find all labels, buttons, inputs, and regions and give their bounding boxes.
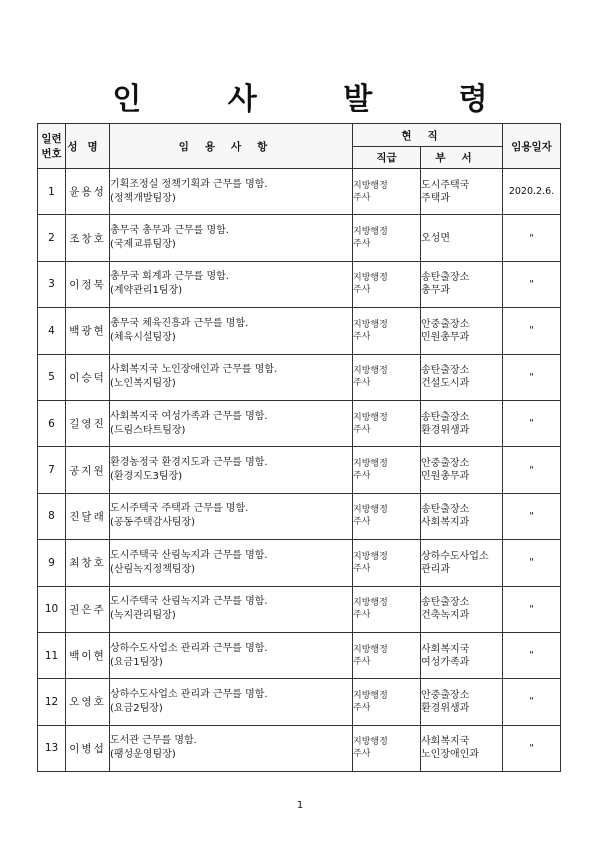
row-number: 13	[38, 725, 66, 771]
row-rank	[353, 447, 421, 493]
row-person-name: 조창호	[66, 215, 110, 261]
table-row	[38, 169, 561, 215]
row-duty	[110, 261, 353, 307]
row-dept	[421, 169, 503, 215]
row-rank	[353, 540, 421, 586]
page-number: 1	[296, 800, 304, 811]
row-duty-team: (요금1팀장)	[110, 656, 163, 668]
row-dept	[421, 261, 503, 307]
row-duty-assignment: 환경농정국 환경지도과 근무를 명함.	[110, 457, 268, 469]
row-duty-assignment: 사회복지국 노인장애인과 근무를 명함.	[110, 364, 278, 376]
row-number: 11	[38, 632, 66, 678]
row-dept-line1: 송탄출장소	[421, 411, 470, 423]
header-serial-line1: 일련	[41, 133, 62, 145]
row-person-name: 이승덕	[66, 354, 110, 400]
page-title: 인 사 발 령	[112, 82, 526, 117]
row-duty-team: (체육시설팀장)	[110, 331, 176, 343]
row-duty-team: (계약관리1팀장)	[110, 285, 183, 297]
row-duty	[110, 354, 353, 400]
row-duty-assignment: 도시주택국 산림녹지과 근무를 명함.	[110, 596, 268, 608]
row-dept	[421, 725, 503, 771]
row-rank	[353, 725, 421, 771]
row-person-name: 공지원	[66, 447, 110, 493]
row-rank	[353, 400, 421, 446]
row-dept	[421, 215, 503, 261]
row-rank-line2: 주사	[353, 749, 371, 760]
row-rank-line2: 주사	[353, 517, 371, 528]
row-person-name: 진달래	[66, 493, 110, 539]
table-row	[38, 354, 561, 400]
row-rank-line2: 주사	[353, 471, 371, 482]
row-dept-line2: 노인장애인과	[421, 749, 479, 761]
row-rank-line1: 지방행정	[353, 690, 388, 701]
row-duty-team: (녹지관리팀장)	[110, 610, 176, 622]
row-dept	[421, 493, 503, 539]
row-duty-assignment: 기획조정실 정책기획과 근무를 명함.	[110, 178, 268, 190]
row-dept-line1: 도시주택국	[421, 179, 470, 191]
row-duty-team: (산림녹지정책팀장)	[110, 563, 196, 575]
row-rank-line1: 지방행정	[353, 459, 388, 470]
header-row	[38, 124, 561, 147]
row-dept-line1: 송탄출장소	[421, 504, 470, 516]
row-duty	[110, 447, 353, 493]
row-duty-assignment: 도시주택국 산림녹지과 근무를 명함.	[110, 549, 268, 561]
row-dept-line1: 송탄출장소	[421, 597, 470, 609]
row-duty-assignment: 총무국 총무과 근무를 명함.	[110, 225, 229, 237]
row-appointment-date: "	[503, 261, 561, 307]
table-row	[38, 540, 561, 586]
row-duty	[110, 725, 353, 771]
row-appointment-date: "	[503, 447, 561, 493]
row-person-name: 권은주	[66, 586, 110, 632]
header-current: 현직	[353, 124, 503, 147]
row-duty-team: (공동주택감사팀장)	[110, 517, 196, 529]
row-number: 8	[38, 493, 66, 539]
row-dept-line1: 송탄출장소	[421, 365, 470, 377]
row-person-name: 이정묵	[66, 261, 110, 307]
row-appointment-date: 2020.2.6.	[503, 169, 561, 215]
row-duty-assignment: 상하수도사업소 관리과 근무를 명함.	[110, 688, 268, 700]
row-duty-team: (노인복지팀장)	[110, 378, 176, 390]
row-dept-line2: 환경위생과	[421, 702, 470, 714]
row-number: 4	[38, 308, 66, 354]
row-dept-line1: 안중출장소	[421, 458, 470, 470]
row-appointment-date: "	[503, 308, 561, 354]
row-dept	[421, 540, 503, 586]
header-rank: 직급	[353, 147, 421, 169]
header-dept: 부서	[421, 147, 503, 169]
row-duty	[110, 308, 353, 354]
row-appointment-date: "	[503, 215, 561, 261]
row-appointment-date: "	[503, 725, 561, 771]
row-rank-line2: 주사	[353, 192, 371, 203]
row-number: 9	[38, 540, 66, 586]
row-rank-line1: 지방행정	[353, 319, 388, 330]
table-row	[38, 586, 561, 632]
row-dept-line1: 안중출장소	[421, 689, 470, 701]
row-duty	[110, 632, 353, 678]
table-body	[38, 169, 561, 772]
row-duty-assignment: 도서관 근무를 명함.	[110, 735, 197, 747]
row-rank-line1: 지방행정	[353, 366, 388, 377]
row-rank-line2: 주사	[353, 331, 371, 342]
row-rank-line2: 주사	[353, 702, 371, 713]
row-duty-team: (국제교류팀장)	[110, 239, 176, 251]
row-duty	[110, 400, 353, 446]
row-rank-line1: 지방행정	[353, 412, 388, 423]
table-row	[38, 493, 561, 539]
row-rank-line1: 지방행정	[353, 737, 388, 748]
row-person-name: 백광현	[66, 308, 110, 354]
row-dept	[421, 354, 503, 400]
row-dept	[421, 308, 503, 354]
row-number: 10	[38, 586, 66, 632]
row-rank-line1: 지방행정	[353, 227, 388, 238]
row-duty-team: (환경지도3팀장)	[110, 471, 183, 483]
row-dept-line2: 주택과	[421, 192, 450, 204]
row-dept	[421, 586, 503, 632]
row-dept-line2: 사회복지과	[421, 517, 470, 529]
row-rank	[353, 169, 421, 215]
row-person-name: 오영호	[66, 679, 110, 725]
row-duty	[110, 540, 353, 586]
row-dept	[421, 400, 503, 446]
row-rank-line2: 주사	[353, 285, 371, 296]
row-rank-line2: 주사	[353, 239, 371, 250]
row-rank-line2: 주사	[353, 563, 371, 574]
row-person-name: 윤용성	[66, 169, 110, 215]
row-appointment-date: "	[503, 540, 561, 586]
table-row	[38, 632, 561, 678]
header-serial-line2: 번호	[41, 148, 62, 160]
row-dept-line2: 환경위생과	[421, 424, 470, 436]
row-appointment-date: "	[503, 632, 561, 678]
table-row	[38, 725, 561, 771]
row-rank-line1: 지방행정	[353, 505, 388, 516]
row-dept	[421, 447, 503, 493]
row-number: 6	[38, 400, 66, 446]
row-dept-line1: 송탄출장소	[421, 272, 470, 284]
row-duty	[110, 215, 353, 261]
row-duty	[110, 169, 353, 215]
row-dept-line1: 사회복지국	[421, 643, 470, 655]
row-appointment-date: "	[503, 493, 561, 539]
row-rank-line1: 지방행정	[353, 644, 388, 655]
table-row	[38, 215, 561, 261]
row-number: 7	[38, 447, 66, 493]
row-number: 12	[38, 679, 66, 725]
row-duty-assignment: 상하수도사업소 관리과 근무를 명함.	[110, 642, 268, 654]
row-number: 1	[38, 169, 66, 215]
row-number: 3	[38, 261, 66, 307]
row-rank-line1: 지방행정	[353, 180, 388, 191]
row-number: 5	[38, 354, 66, 400]
row-dept-line2: 여성가족과	[421, 656, 470, 668]
row-rank-line2: 주사	[353, 610, 371, 621]
row-duty-team: (팽성운영팀장)	[110, 749, 176, 761]
table-row	[38, 308, 561, 354]
row-rank-line2: 주사	[353, 378, 371, 389]
row-dept	[421, 632, 503, 678]
row-rank-line2: 주사	[353, 656, 371, 667]
row-duty-team: (요금2팀장)	[110, 702, 163, 714]
row-appointment-date: "	[503, 354, 561, 400]
row-duty-team: (드림스타트팀장)	[110, 424, 186, 436]
row-dept-line2: 건축녹지과	[421, 610, 470, 622]
row-rank-line1: 지방행정	[353, 551, 388, 562]
row-appointment-date: "	[503, 400, 561, 446]
table-row	[38, 447, 561, 493]
header-duty: 임용사항	[110, 124, 353, 169]
row-dept-line2: 민원총무과	[421, 331, 470, 343]
row-duty-assignment: 도시주택국 주택과 근무를 명함.	[110, 503, 249, 515]
row-rank	[353, 632, 421, 678]
row-dept-line1: 사회복지국	[421, 736, 470, 748]
row-duty-team: (정책개발팀장)	[110, 192, 176, 204]
row-rank	[353, 215, 421, 261]
row-rank	[353, 679, 421, 725]
row-dept-line1: 오성면	[421, 232, 450, 244]
row-duty	[110, 586, 353, 632]
row-person-name: 이병섭	[66, 725, 110, 771]
row-dept	[421, 679, 503, 725]
row-appointment-date: "	[503, 586, 561, 632]
row-rank	[353, 308, 421, 354]
row-rank	[353, 261, 421, 307]
table-row	[38, 261, 561, 307]
row-rank	[353, 586, 421, 632]
row-duty-assignment: 사회복지국 여성가족과 근무를 명함.	[110, 410, 268, 422]
row-dept-line2: 건설도시과	[421, 378, 470, 390]
table-row	[38, 679, 561, 725]
header-date: 임용일자	[503, 124, 561, 169]
row-duty-assignment: 총무국 체육진흥과 근무를 명함.	[110, 317, 249, 329]
row-number: 2	[38, 215, 66, 261]
row-duty-assignment: 총무국 회계과 근무를 명함.	[110, 271, 229, 283]
row-dept-line1: 안중출장소	[421, 318, 470, 330]
personnel-table	[37, 123, 561, 772]
row-rank-line1: 지방행정	[353, 598, 388, 609]
row-dept-line2: 민원총무과	[421, 471, 470, 483]
row-duty	[110, 679, 353, 725]
row-appointment-date: "	[503, 679, 561, 725]
row-rank-line1: 지방행정	[353, 273, 388, 284]
table-row	[38, 400, 561, 446]
row-dept-line2: 관리과	[421, 563, 450, 575]
row-person-name: 길영진	[66, 400, 110, 446]
row-dept-line2: 총무과	[421, 285, 450, 297]
row-rank	[353, 354, 421, 400]
row-rank-line2: 주사	[353, 424, 371, 435]
header-serial	[38, 124, 66, 169]
row-person-name: 백이현	[66, 632, 110, 678]
row-dept-line1: 상하수도사업소	[421, 550, 489, 562]
row-person-name: 최창호	[66, 540, 110, 586]
header-name: 성명	[66, 124, 110, 169]
row-duty	[110, 493, 353, 539]
row-rank	[353, 493, 421, 539]
